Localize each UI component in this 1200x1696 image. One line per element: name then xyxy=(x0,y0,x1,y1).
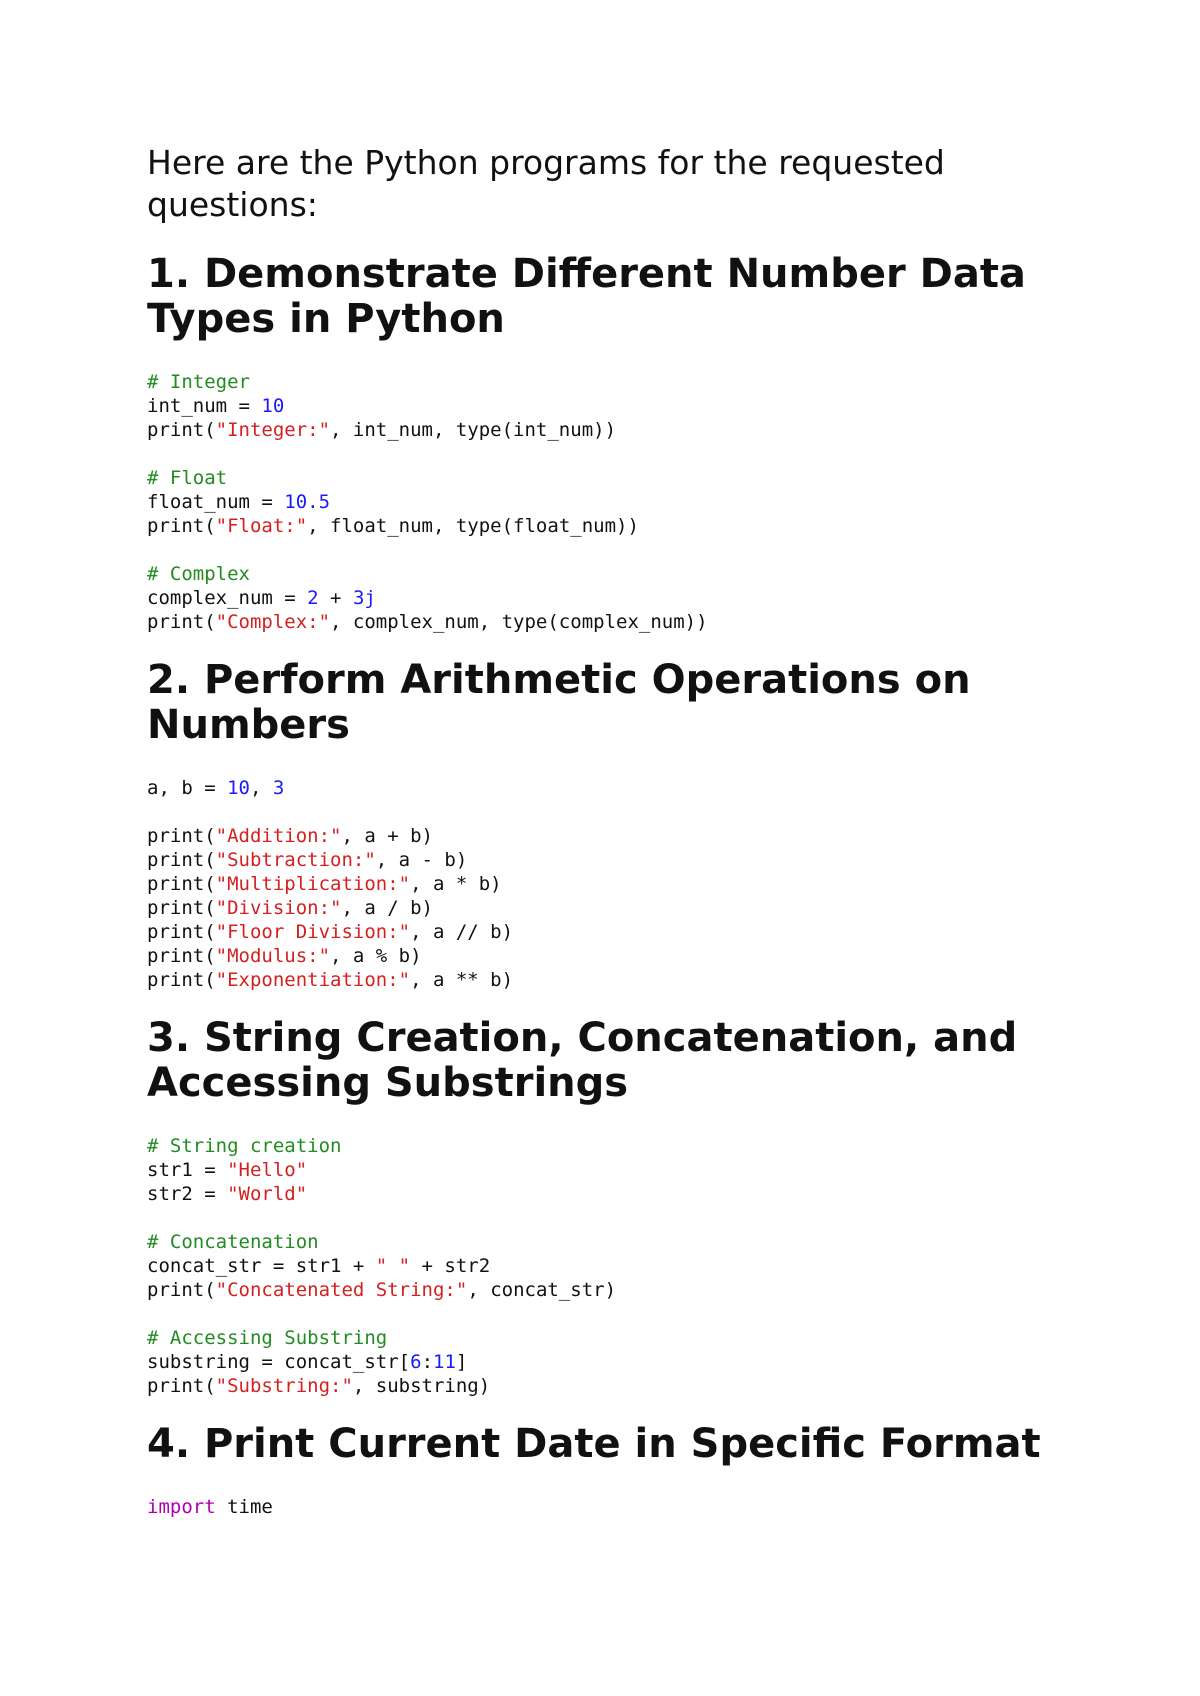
code-string: "Float:" xyxy=(215,515,308,537)
intro-paragraph: Here are the Python programs for the requested questions: xyxy=(147,143,945,224)
section-title: 1. Demonstrate Different Number Data Types in Python xyxy=(147,251,1026,342)
code-number: 10 xyxy=(261,395,285,417)
code-text: , a - b) xyxy=(375,849,468,871)
code-string: "Hello" xyxy=(227,1159,308,1181)
code-number: 3 xyxy=(272,777,285,799)
document-content xyxy=(147,142,1067,1543)
sections-container xyxy=(147,252,1067,1519)
code-line xyxy=(147,586,1067,610)
code-text: substring = concat_str[ xyxy=(147,1351,411,1373)
code-line xyxy=(147,1278,1067,1302)
code-number: 2 xyxy=(307,587,319,609)
code-text: print( xyxy=(147,921,216,943)
code-text: , float_num, type(float_num)) xyxy=(307,515,639,537)
code-line xyxy=(147,968,1067,992)
code-string: "Subtraction:" xyxy=(215,849,376,871)
code-line xyxy=(147,896,1067,920)
code-block xyxy=(147,1134,1067,1398)
section-string-operations xyxy=(147,1016,1067,1398)
code-line xyxy=(147,1350,1067,1374)
code-text: int_num = xyxy=(147,395,262,417)
code-comment: # Concatenation xyxy=(147,1231,319,1253)
code-line xyxy=(147,1134,1067,1158)
code-line xyxy=(147,1230,1067,1254)
code-text: print( xyxy=(147,515,216,537)
code-string: " " xyxy=(375,1255,411,1277)
code-string: "World" xyxy=(227,1183,308,1205)
code-line xyxy=(147,490,1067,514)
code-text: , a / b) xyxy=(341,897,433,919)
code-string: "Concatenated String:" xyxy=(215,1279,468,1301)
code-keyword: import xyxy=(147,1496,216,1518)
code-text: , xyxy=(249,777,273,799)
code-text: print( xyxy=(147,825,216,847)
code-text: , concat_str) xyxy=(467,1279,617,1301)
code-line xyxy=(147,1302,1067,1326)
code-line xyxy=(147,1326,1067,1350)
code-line xyxy=(147,1254,1067,1278)
code-text: ] xyxy=(455,1351,468,1373)
code-line xyxy=(147,610,1067,634)
section-title: 3. String Creation, Concatenation, and Accessing Substrings xyxy=(147,1015,1018,1106)
code-line xyxy=(147,538,1067,562)
code-text: str1 = xyxy=(147,1159,228,1181)
code-text: , a ** b) xyxy=(410,969,514,991)
code-comment: # Complex xyxy=(147,563,250,585)
code-line xyxy=(147,514,1067,538)
code-line xyxy=(147,1182,1067,1206)
code-text: , int_num, type(int_num)) xyxy=(330,419,617,441)
code-line xyxy=(147,800,1067,824)
code-text: print( xyxy=(147,969,216,991)
code-line xyxy=(147,394,1067,418)
code-line xyxy=(147,1374,1067,1398)
code-line xyxy=(147,466,1067,490)
code-text: , a * b) xyxy=(410,873,502,895)
code-text: str2 = xyxy=(147,1183,228,1205)
code-text: + str2 xyxy=(410,1255,491,1277)
section-arithmetic-operations xyxy=(147,658,1067,992)
code-number: 6 xyxy=(410,1351,422,1373)
code-line xyxy=(147,1495,1067,1519)
code-text: , a // b) xyxy=(410,921,514,943)
code-line xyxy=(147,418,1067,442)
code-string: "Complex:" xyxy=(215,611,331,633)
code-text: print( xyxy=(147,611,216,633)
code-text: print( xyxy=(147,1279,216,1301)
code-line xyxy=(147,824,1067,848)
code-string: "Exponentiation:" xyxy=(215,969,411,991)
code-line xyxy=(147,1158,1067,1182)
code-comment: # Float xyxy=(147,467,228,489)
code-string: "Multiplication:" xyxy=(215,873,411,895)
code-text: , a % b) xyxy=(330,945,422,967)
code-line xyxy=(147,562,1067,586)
section-number-data-types xyxy=(147,252,1067,634)
code-line xyxy=(147,920,1067,944)
code-text: print( xyxy=(147,849,216,871)
code-string: "Division:" xyxy=(215,897,342,919)
code-text: a, b = xyxy=(147,777,228,799)
code-line xyxy=(147,872,1067,896)
code-line xyxy=(147,1206,1067,1230)
code-string: "Floor Division:" xyxy=(215,921,411,943)
code-line xyxy=(147,848,1067,872)
code-text: complex_num = xyxy=(147,587,308,609)
code-line xyxy=(147,442,1067,466)
section-title: 2. Perform Arithmetic Operations on Numbers xyxy=(147,657,971,748)
code-text: print( xyxy=(147,419,216,441)
code-line xyxy=(147,944,1067,968)
code-text: , a + b) xyxy=(341,825,433,847)
code-text: print( xyxy=(147,945,216,967)
code-comment: # String creation xyxy=(147,1135,342,1157)
code-number: 10 xyxy=(227,777,250,799)
code-text: + xyxy=(318,587,353,609)
code-block xyxy=(147,370,1067,634)
code-line xyxy=(147,776,1067,800)
code-text: print( xyxy=(147,897,216,919)
code-block xyxy=(147,776,1067,992)
code-comment: # Accessing Substring xyxy=(147,1327,388,1349)
code-text: print( xyxy=(147,1375,216,1397)
code-string: "Modulus:" xyxy=(215,945,331,967)
section-current-date xyxy=(147,1422,1067,1519)
code-text: print( xyxy=(147,873,216,895)
code-text: concat_str = str1 + xyxy=(147,1255,376,1277)
code-block xyxy=(147,1495,1067,1519)
code-string: "Substring:" xyxy=(215,1375,353,1397)
code-number: 10.5 xyxy=(284,491,331,513)
code-number: 3j xyxy=(352,587,376,609)
code-number: 11 xyxy=(433,1351,456,1373)
section-title: 4. Print Current Date in Specific Format xyxy=(147,1421,1041,1467)
code-text: : xyxy=(421,1351,434,1373)
code-text: time xyxy=(215,1496,273,1518)
code-text: , complex_num, type(complex_num)) xyxy=(330,611,708,633)
code-string: "Addition:" xyxy=(215,825,342,847)
code-string: "Integer:" xyxy=(215,419,331,441)
code-line xyxy=(147,370,1067,394)
code-comment: # Integer xyxy=(147,371,250,393)
code-text: float_num = xyxy=(147,491,285,513)
code-text: , substring) xyxy=(352,1375,491,1397)
